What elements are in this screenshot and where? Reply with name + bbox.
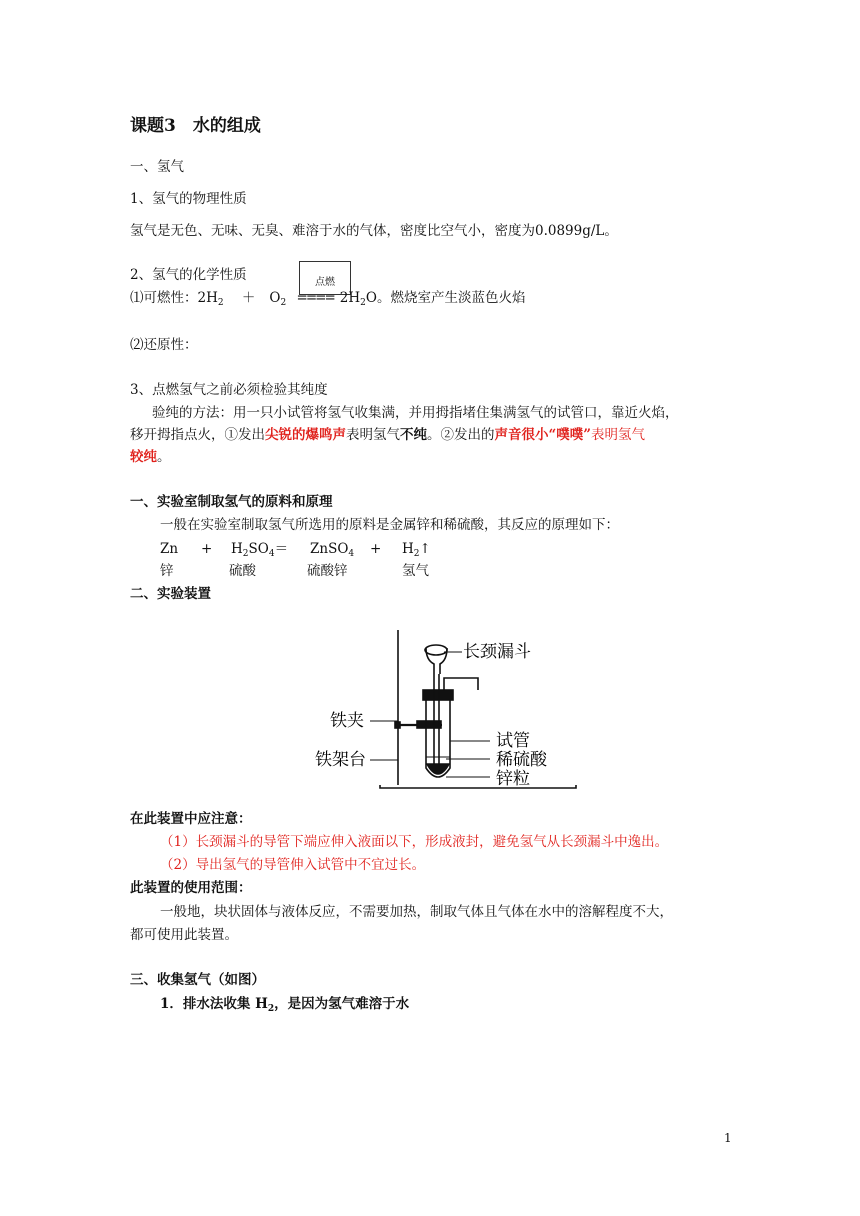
label-zinc: 锌粒 <box>496 769 530 789</box>
heading-chemical-properties: 2、氢气的化学性质 <box>130 267 247 283</box>
delivery-tube <box>444 678 478 690</box>
purity-line-1: 验纯的方法：用一只小试管将氢气收集满，并用拇指堵住集满氢气的试管口，靠近火焰， <box>152 405 679 421</box>
label-tube: 试管 <box>496 731 530 751</box>
collect-line <box>160 995 409 1013</box>
combust-suffix: O。燃烧室产生淡蓝色火焰 <box>365 290 526 306</box>
page-number: 1 <box>724 1131 732 1145</box>
collect-a: 1．排水法收集 H <box>160 996 268 1012</box>
eq-plus-2: + <box>370 541 382 557</box>
stopper <box>423 690 453 700</box>
combust-sub3: 2 <box>360 298 366 308</box>
heading-notes: 在此装置中应注意： <box>130 811 252 827</box>
heading-lab-materials: 一、实验室制取氢气的原料和原理 <box>130 494 333 510</box>
lab-materials-text: 一般在实验室制取氢气所选用的原料是金属锌和稀硫酸，其反应的原理如下： <box>160 517 619 533</box>
combust-sub1: 2 <box>217 298 224 308</box>
collect-b: ，是因为氢气难溶于水 <box>274 996 410 1012</box>
eq-equals: ＝ <box>274 541 289 557</box>
combust-product: 2H <box>339 290 361 306</box>
page-title: 课题3 水的组成 <box>130 116 261 136</box>
eq-znso4-a: ZnSO <box>310 541 349 557</box>
condition-label: 点燃 <box>315 277 335 288</box>
eq-h2so4-sub1: 2 <box>242 549 249 559</box>
combust-o: O <box>269 290 281 306</box>
name-znso4: 硫酸锌 <box>307 563 348 579</box>
name-zn: 锌 <box>160 563 174 579</box>
eq-h2-sub: 2 <box>413 549 420 559</box>
eq-znso4-sub: 4 <box>348 549 355 559</box>
purity-l2g: 表明氢气 <box>591 427 646 443</box>
note-2: （2）导出氢气的导管伸入试管中不宜过长。 <box>160 857 426 873</box>
reducibility-line: ⑵还原性： <box>130 337 198 353</box>
name-h2so4: 硫酸 <box>229 563 256 579</box>
physical-properties-text: 氢气是无色、无味、无臭、难溶于水的气体，密度比空气小，密度为0.0899g/L。 <box>130 223 618 239</box>
scope-line-2: 都可使用此装置。 <box>130 927 238 943</box>
scope-line-1: 一般地，块状固体与液体反应，不需要加热，制取气体且气体在水中的溶解程度不大， <box>160 904 673 920</box>
note-1: （1）长颈漏斗的导管下端应伸入液面以下，形成液封，避免氢气从长颈漏斗中逸出。 <box>160 834 669 850</box>
stand-base <box>380 785 576 788</box>
eq-h2so4-h: H <box>231 541 243 557</box>
eq-h2so4-sub2: 4 <box>268 549 275 559</box>
eq-plus-1: + <box>201 541 213 557</box>
label-funnel: 长颈漏斗 <box>463 642 531 662</box>
eq-h2-h: H <box>402 541 414 557</box>
label-acid: 稀硫酸 <box>496 750 547 770</box>
purity-end: 。 <box>157 449 171 465</box>
heading-physical-properties: 1、氢气的物理性质 <box>130 191 247 207</box>
purity-l2a: 移开拇指点火，①发出 <box>130 427 265 443</box>
combust-sub2: 2 <box>280 298 287 308</box>
heading-collect: 三、收集氢气（如图） <box>130 972 265 988</box>
label-stand: 铁架台 <box>315 750 366 770</box>
heading-purity-test: 3、点燃氢气之前必须检验其纯度 <box>130 382 328 398</box>
combust-plus: ＋ <box>241 290 256 306</box>
eq-h2so4-so: SO <box>248 541 269 557</box>
clamp-jaw <box>417 721 441 728</box>
section-hydrogen: 一、氢气 <box>130 159 184 175</box>
purity-l2e: 。②发出的 <box>427 427 495 443</box>
combust-arrow: ==== <box>296 290 334 306</box>
purity-impure: 不纯 <box>400 427 427 443</box>
collect-sub: 2 <box>267 1004 275 1014</box>
funnel-rim <box>425 645 447 655</box>
eq-zn: Zn <box>160 541 179 557</box>
name-h2: 氢气 <box>402 563 429 579</box>
combust-prefix: ⑴可燃性：2H <box>130 290 218 306</box>
heading-apparatus: 二、实验装置 <box>130 586 211 602</box>
clamp-screw <box>395 722 400 728</box>
label-clamp: 铁夹 <box>330 711 364 731</box>
funnel-bowl <box>426 648 447 674</box>
eq-h2-arrow: ↑ <box>419 541 431 557</box>
purity-soft-sound: 声音很小“噗噗” <box>494 427 592 443</box>
heading-scope: 此装置的使用范围： <box>130 880 252 896</box>
purity-l2c: 表明氢气 <box>346 427 400 443</box>
purity-sharp-sound: 尖锐的爆鸣声 <box>265 427 346 443</box>
purity-pure: 较纯 <box>130 449 157 465</box>
